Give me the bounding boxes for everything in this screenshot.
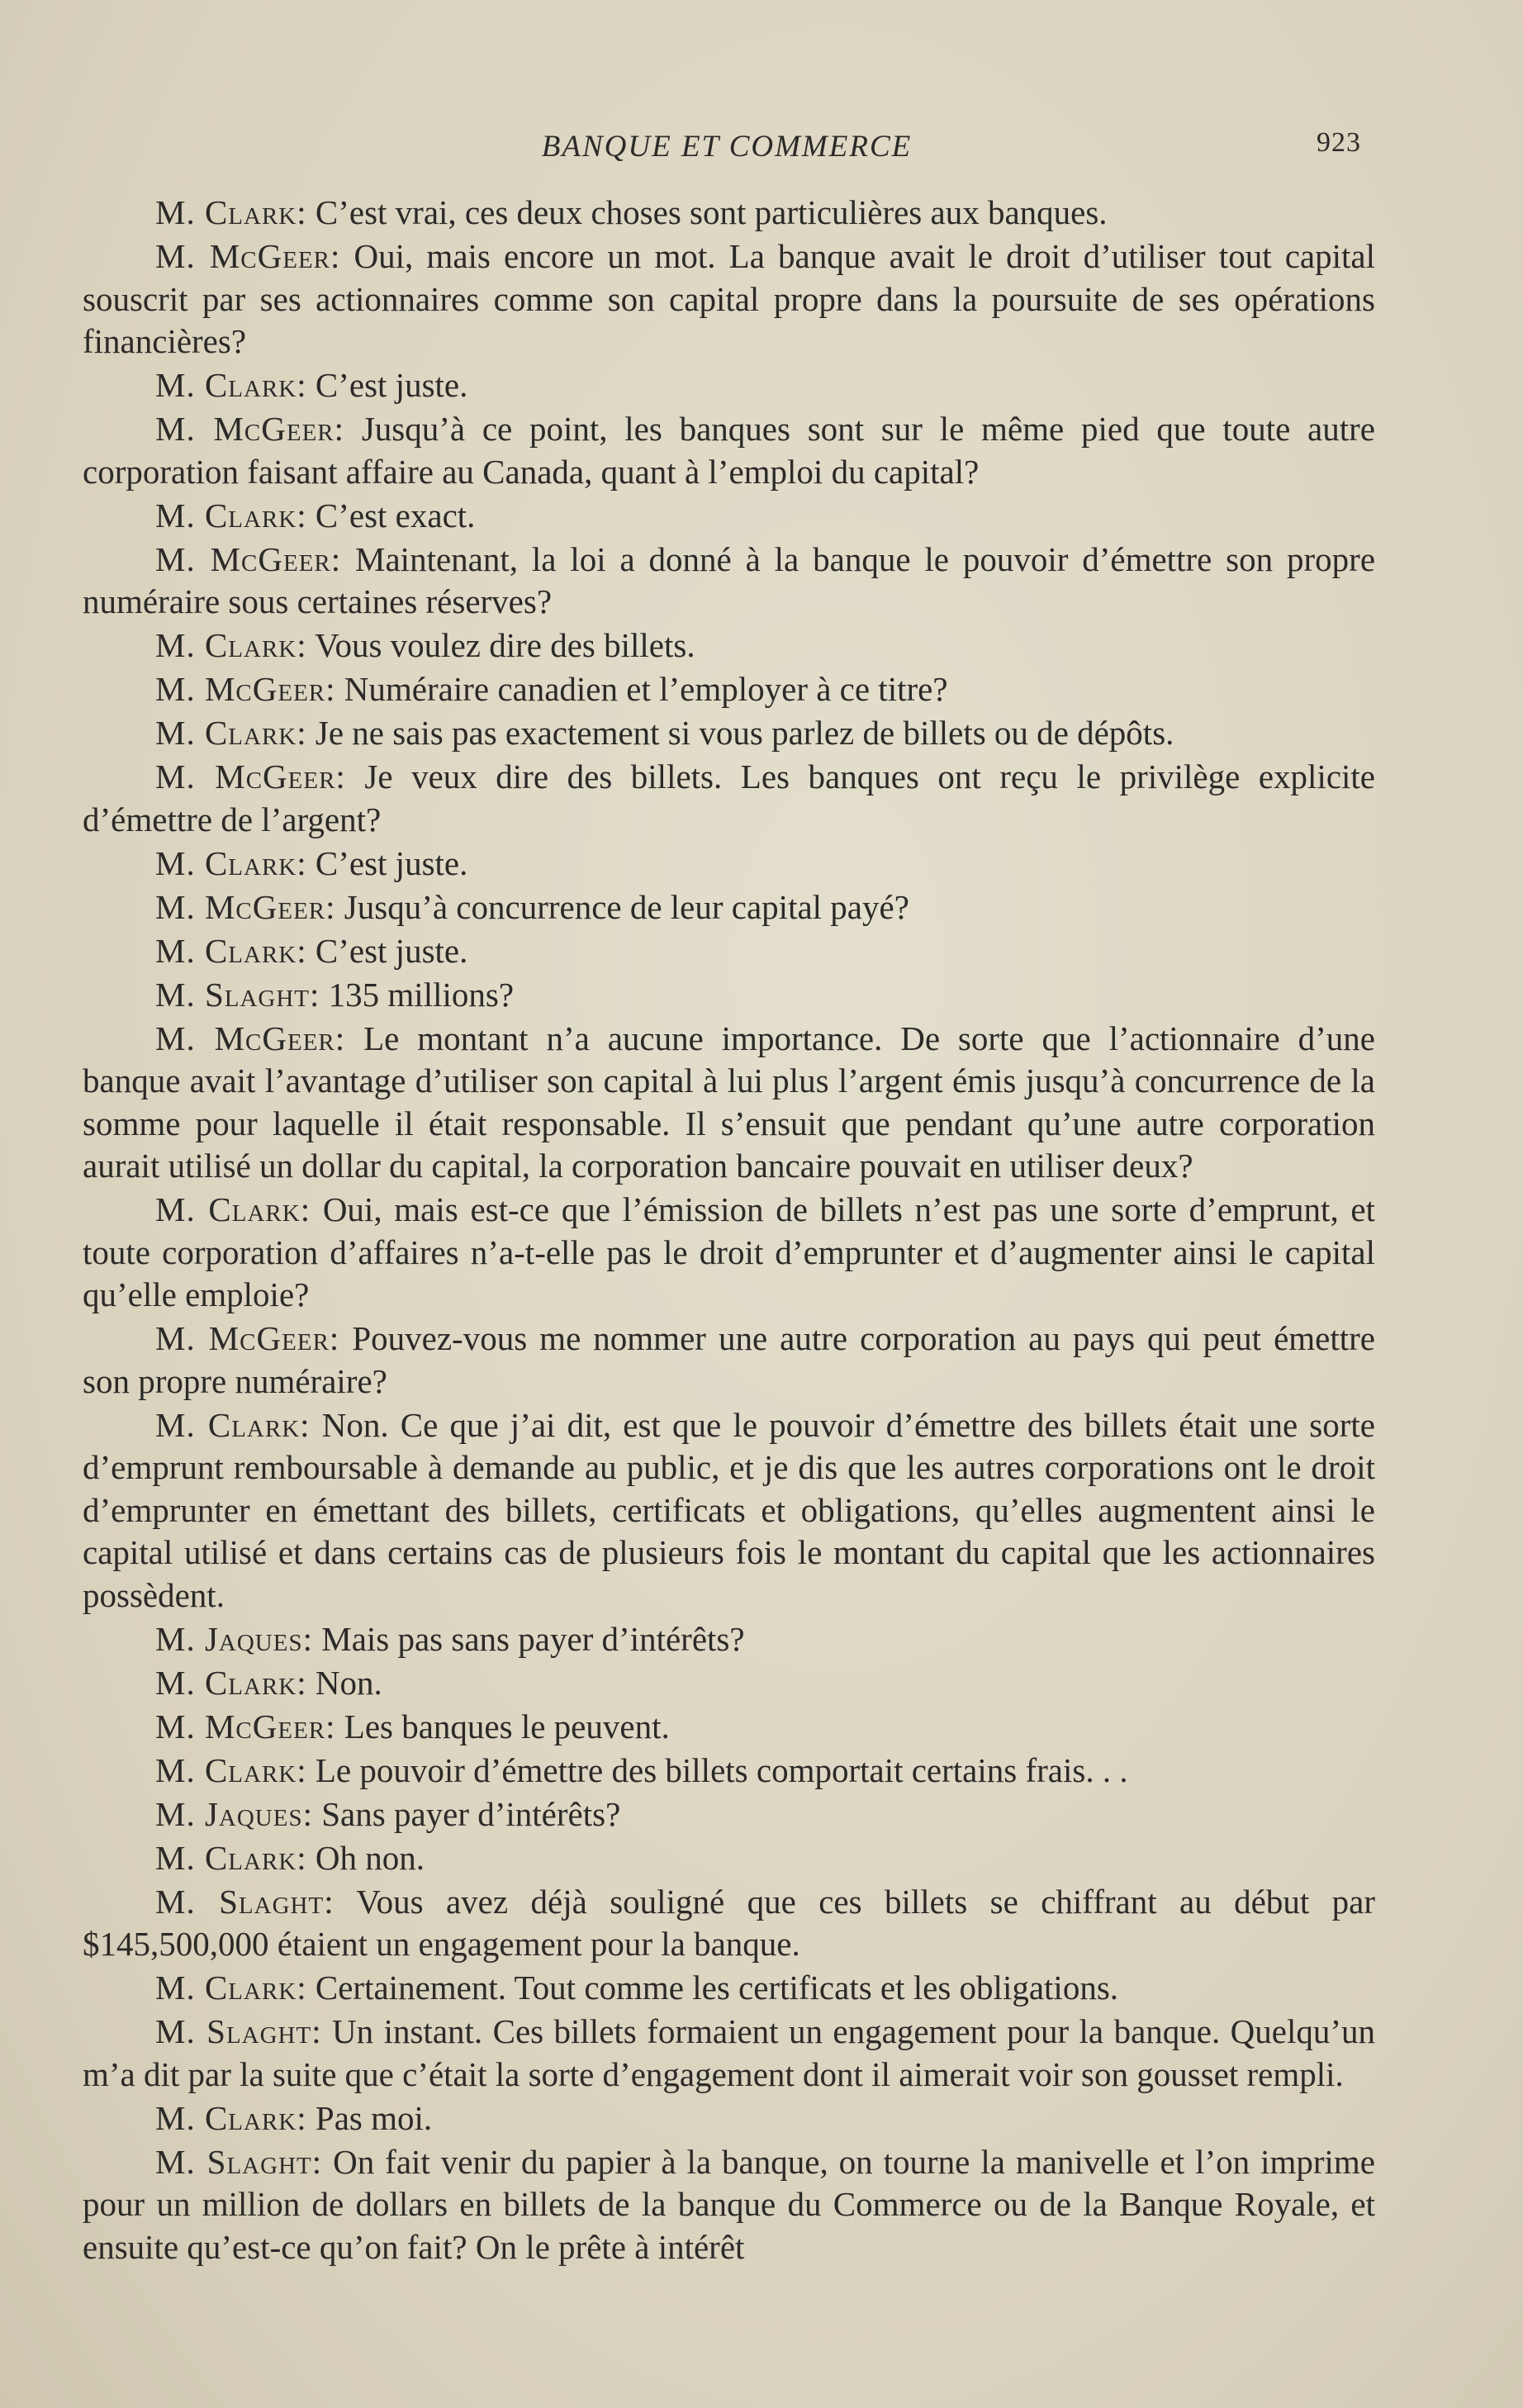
transcript-paragraph	[83, 1318, 1375, 1403]
speech-text: Pas moi.	[315, 2098, 433, 2137]
transcript-paragraph	[83, 756, 1375, 841]
transcript-paragraph	[83, 930, 1375, 973]
transcript-paragraph	[83, 712, 1375, 755]
transcript-paragraph	[83, 364, 1375, 407]
speaker-name: M. Clark:	[155, 496, 307, 534]
running-title: BANQUE ET COMMERCE	[541, 130, 913, 164]
speaker-name: M. Clark:	[155, 626, 307, 664]
speech-text: Les banques le peuvent.	[344, 1707, 670, 1745]
transcript-body	[83, 192, 1375, 2270]
speaker-name: M. McGeer:	[155, 1319, 340, 1357]
speaker-name: M. Clark:	[155, 1405, 311, 1444]
speech-text: Oh non.	[315, 1838, 425, 1877]
speaker-name: M. Slaght:	[155, 975, 320, 1014]
speaker-name: M. Clark:	[155, 193, 307, 231]
speaker-name: M. McGeer:	[155, 410, 345, 448]
speaker-name: M. McGeer:	[155, 1707, 336, 1745]
transcript-paragraph	[83, 235, 1375, 363]
transcript-paragraph	[83, 1881, 1375, 1966]
transcript-paragraph	[83, 1837, 1375, 1880]
speech-text: On fait venir du papier à la banque, on tourne la manivelle et l’on imprime pour un million de dollars en billets de la banque du Commerce ou de la Banque Royale, et ensuite qu’est-ce qu’on fait? On le prête à intérêt	[83, 2142, 1375, 2266]
speech-text: C’est juste.	[315, 931, 468, 970]
speaker-name: M. Clark:	[155, 366, 307, 404]
speaker-name: M. McGeer:	[155, 1019, 346, 1057]
speech-text: Oui, mais est-ce que l’émission de billets n’est pas une sorte d’emprunt, et toute corporation d’affaires n’a-t-elle pas le droit d’emprunter et d’augmenter ainsi le capital qu’elle emploie?	[83, 1190, 1376, 1313]
transcript-paragraph	[83, 1706, 1375, 1749]
speaker-name: M. Slaght:	[155, 2012, 322, 2050]
transcript-paragraph	[83, 886, 1375, 929]
speaker-name: M. McGeer:	[155, 670, 336, 708]
speech-text: Oui, mais encore un mot. La banque avait le droit d’utiliser tout capital souscrit par ses actionnaires comme son capital propre dans la poursuite de ses opérations financières?	[83, 237, 1375, 360]
transcript-paragraph	[83, 2011, 1375, 2096]
speaker-name: M. Clark:	[155, 1663, 307, 1702]
speaker-name: M. Clark:	[155, 1190, 311, 1228]
speech-text: Pouvez-vous me nommer une autre corporation au pays qui peut émettre son propre numéraire?	[83, 1319, 1376, 1400]
speaker-name: M. Jaques:	[155, 1794, 313, 1833]
speaker-name: M. Slaght:	[155, 1882, 334, 1921]
speech-text: C’est juste.	[315, 366, 468, 404]
page-number: 923	[1317, 127, 1361, 158]
transcript-paragraph	[83, 974, 1375, 1017]
transcript-paragraph	[83, 843, 1375, 886]
speaker-name: M. McGeer:	[155, 237, 341, 275]
speech-text: C’est exact.	[315, 496, 476, 534]
speech-text: Vous voulez dire des billets.	[315, 626, 695, 664]
transcript-paragraph	[83, 1662, 1375, 1705]
speech-text: Jusqu’à concurrence de leur capital payé?	[344, 887, 909, 926]
transcript-paragraph	[83, 495, 1375, 538]
transcript-paragraph	[83, 1018, 1375, 1188]
speech-text: Le pouvoir d’émettre des billets comportait certains frais. . .	[315, 1750, 1128, 1789]
speaker-name: M. Jaques:	[155, 1619, 313, 1658]
transcript-paragraph	[83, 2097, 1375, 2140]
speech-text: C’est vrai, ces deux choses sont particulières aux banques.	[315, 193, 1108, 231]
speech-text: Jusqu’à ce point, les banques sont sur le même pied que toute autre corporation faisant affaire au Canada, quant à l’emploi du capital?	[83, 410, 1376, 491]
speech-text: 135 millions?	[328, 975, 515, 1014]
page-header	[83, 124, 1371, 173]
transcript-paragraph	[83, 192, 1375, 235]
transcript-paragraph	[83, 1793, 1375, 1836]
speech-text: Certainement. Tout comme les certificats et les obligations.	[315, 1969, 1119, 2007]
transcript-paragraph	[83, 408, 1375, 493]
speaker-name: M. Clark:	[155, 931, 307, 970]
speaker-name: M. Clark:	[155, 2098, 307, 2137]
speaker-name: M. McGeer:	[155, 887, 336, 926]
transcript-paragraph	[83, 1750, 1375, 1793]
speech-text: Un instant. Ces billets formaient un engagement pour la banque. Quelqu’un m’a dit par la suite que c’était la sorte d’engagement dont il aimerait voir son gousset rempli.	[83, 2012, 1375, 2093]
speech-text: Sans payer d’intérêts?	[321, 1794, 621, 1833]
speaker-name: M. Slaght:	[155, 2142, 323, 2181]
speech-text: Mais pas sans payer d’intérêts?	[321, 1619, 745, 1658]
speaker-name: M. Clark:	[155, 1969, 307, 2007]
speech-text: C’est juste.	[315, 843, 468, 882]
speech-text: Vous avez déjà souligné que ces billets se chiffrant au début par $145,500,000 étaient un engagement pour la banque.	[83, 1882, 1375, 1963]
speech-text: Non. Ce que j’ai dit, est que le pouvoir d’émettre des billets était une sorte d’emprunt remboursable à demande au public, et je dis que les autres corporations ont le droit d’emprunter en émettant des billets, certificats et obligations, qu’elles augmentent ainsi le capital utilisé et dans certains cas de plusieurs fois le montant du capital que les actionnaires possèdent.	[83, 1405, 1375, 1614]
speaker-name: M. Clark:	[155, 1750, 307, 1789]
transcript-paragraph	[83, 625, 1375, 667]
transcript-paragraph	[83, 1189, 1375, 1317]
speech-text: Le montant n’a aucune importance. De sorte que l’actionnaire d’une banque avait l’avantage d’utiliser son capital à lui plus l’argent émis jusqu’à concurrence de la somme pour laquelle il était responsable. Il s’ensuit que pendant qu’une autre corporation aurait utilisé un dollar du capital, la corporation bancaire pouvait en utiliser deux?	[83, 1019, 1375, 1185]
transcript-paragraph	[83, 1404, 1375, 1617]
transcript-paragraph	[83, 2141, 1375, 2269]
transcript-paragraph	[83, 668, 1375, 711]
speech-text: Numéraire canadien et l’employer à ce titre?	[344, 670, 948, 708]
transcript-paragraph	[83, 1618, 1375, 1661]
speaker-name: M. McGeer:	[155, 539, 342, 578]
speaker-name: M. McGeer:	[155, 758, 346, 796]
speaker-name: M. Clark:	[155, 843, 307, 882]
speaker-name: M. Clark:	[155, 1838, 307, 1877]
speech-text: Je ne sais pas exactement si vous parlez de billets ou de dépôts.	[315, 714, 1174, 752]
speech-text: Non.	[315, 1663, 382, 1702]
transcript-paragraph	[83, 1967, 1375, 2010]
speech-text: Maintenant, la loi a donné à la banque le pouvoir d’émettre son propre numéraire sous certaines réserves?	[83, 539, 1376, 620]
transcript-paragraph	[83, 539, 1375, 624]
speech-text: Je veux dire des billets. Les banques ont reçu le privilège explicite d’émettre de l’argent?	[83, 758, 1376, 838]
speaker-name: M. Clark:	[155, 714, 307, 752]
